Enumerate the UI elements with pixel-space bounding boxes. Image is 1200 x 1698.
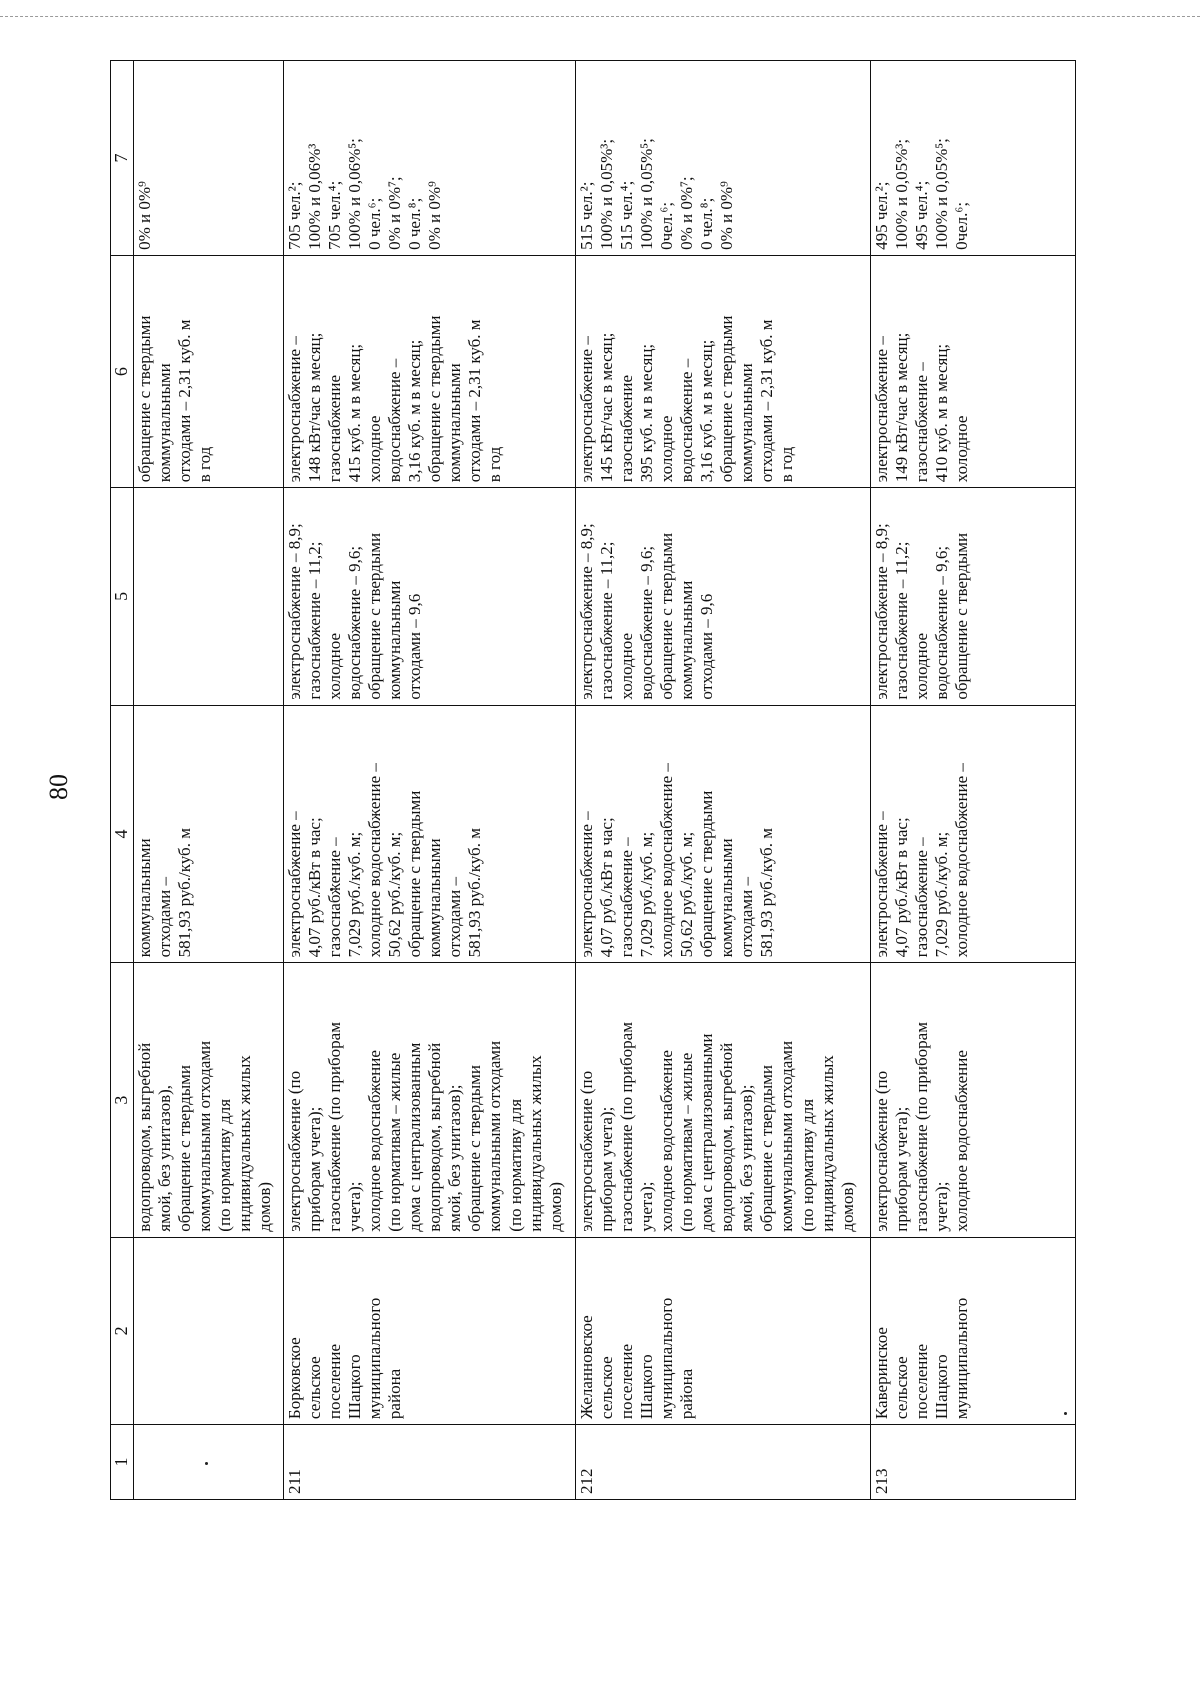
cell-line: индивидуальных жилых <box>235 1055 255 1232</box>
cell-line: приборам учета); <box>597 1106 617 1232</box>
cell-line: 100% и 0,05%³; <box>892 138 912 250</box>
cell-line: 410 куб. м в месяц; <box>932 343 952 483</box>
cell-line: 581,93 руб./куб. м <box>757 828 777 958</box>
cell-line: поселение <box>912 1343 932 1420</box>
cell-line: обращение с твердыми <box>657 532 677 700</box>
cell-line: муниципального <box>365 1297 385 1420</box>
cell-line: 100% и 0,05%⁵; <box>637 138 657 250</box>
cell-line: (по нормативу для <box>797 1098 817 1232</box>
cell-line: 495 чел.⁴; <box>912 180 932 250</box>
cell-line: Шацкого <box>637 1354 657 1420</box>
cell-line: Шацкого <box>932 1354 952 1420</box>
cell-line: Каверинское <box>872 1327 891 1420</box>
cell-line: поселение <box>325 1343 345 1420</box>
cell-line: газоснабжение – <box>912 837 932 958</box>
cell-line: 0% и 0%⁷; <box>385 176 405 250</box>
index-cell <box>284 488 576 705</box>
cell-line: холодное <box>657 415 677 483</box>
cell-line: обращение с твердыми <box>365 532 385 700</box>
cell-line: водоснабжение – 9,6; <box>932 545 952 700</box>
cell-line: 145 кВт/час в месяц; <box>597 332 617 483</box>
cell-line: коммунальными <box>135 838 154 958</box>
cell-line: 0 чел.⁸; <box>697 197 717 250</box>
tariff-cell <box>284 705 576 963</box>
cell-line: дома с централизованным <box>405 1042 425 1232</box>
table-row <box>134 61 284 1500</box>
cell-line: газоснабжение – 11,2; <box>597 541 617 700</box>
cell-line: обращение с твердыми <box>697 790 717 958</box>
cell-line: 705 чел.⁴; <box>325 180 345 250</box>
population-cell <box>284 61 576 256</box>
cell-line: отходами – 9,6 <box>697 593 717 700</box>
cell-line: ямой, без унитазов), <box>155 1084 175 1232</box>
cell-line: электроснабжение – <box>577 811 596 958</box>
cell-line: отходами – <box>155 877 175 958</box>
cell-line: газоснабжение <box>325 374 345 483</box>
cell-line: 581,93 руб./куб. м <box>465 828 485 958</box>
cell-line: 100% и 0,05%³; <box>597 138 617 250</box>
cell-line: индивидуальных жилых <box>817 1055 837 1232</box>
cell-line: 4,07 руб./кВт в час; <box>597 817 617 958</box>
cell-line: 415 куб. м в месяц; <box>345 343 365 483</box>
cell-line: сельское <box>597 1356 617 1420</box>
cell-line: электроснабжение – <box>577 336 596 483</box>
index-cell <box>871 488 1076 705</box>
cell-line: 395 куб. м в месяц; <box>637 343 657 483</box>
cell-line: обращение с твердыми <box>425 315 445 483</box>
cell-line: холодное <box>365 415 385 483</box>
header-row <box>111 61 134 1500</box>
settlement-name-cell <box>871 1237 1076 1424</box>
cell-line: водоснабжение – 9,6; <box>345 545 365 700</box>
cell-line: электроснабжение – <box>285 811 304 958</box>
table-row <box>576 61 871 1500</box>
cell-line: водоснабжение – <box>677 358 697 483</box>
cell-line: 0% и 0%⁹ <box>425 181 445 250</box>
cell-line: коммунальными отходами <box>485 1040 505 1232</box>
cell-line: отходами – 2,31 куб. м <box>757 319 777 483</box>
consumption-cell <box>871 255 1076 487</box>
table-row <box>871 61 1076 1500</box>
cell-line: 3,16 куб. м в месяц; <box>405 339 425 483</box>
services-cell <box>576 963 871 1237</box>
cell-line: коммунальными отходами <box>195 1040 215 1232</box>
population-cell <box>871 61 1076 256</box>
cell-line: 0чел.⁶; <box>952 201 972 250</box>
tariff-cell <box>576 705 871 963</box>
cell-line: 4,07 руб./кВт в час; <box>892 817 912 958</box>
cell-line: электроснабжение (по <box>285 1070 304 1232</box>
settlement-name-cell <box>284 1237 576 1424</box>
cell-line: муниципального <box>952 1297 972 1420</box>
cell-line: холодное водоснабжение <box>365 1050 385 1232</box>
cell-line: холодное водоснабжение – <box>365 763 385 958</box>
cell-line: 0 чел.⁶; <box>365 197 385 250</box>
cell-line: 7,029 руб./куб. м; <box>932 831 952 958</box>
cell-line: газоснабжение (по приборам <box>617 1022 637 1232</box>
cell-line: газоснабжение – <box>912 362 932 483</box>
cell-line: сельское <box>892 1356 912 1420</box>
cell-line: коммунальными <box>445 363 465 483</box>
consumption-cell <box>284 255 576 487</box>
cell-line: холодное <box>912 632 932 700</box>
cell-line: электроснабжение – <box>285 336 304 483</box>
cell-line: отходами – 9,6 <box>405 593 425 700</box>
population-cell <box>576 61 871 256</box>
header-cell-7: 7 <box>111 61 134 256</box>
cell-line: коммунальными <box>385 580 405 700</box>
cell-line: обращение с твердыми <box>465 1064 485 1232</box>
cell-line: холодное водоснабжение – <box>657 763 677 958</box>
header-cell-1: 1 <box>111 1425 134 1500</box>
cell-line: газоснабжение (по приборам <box>325 1022 345 1232</box>
tariff-table <box>110 60 1076 1500</box>
header-cell-3: 3 <box>111 963 134 1237</box>
cell-line: электроснабжение – 8,9; <box>577 523 596 700</box>
cell-line: домов) <box>545 1181 565 1232</box>
cell-line: Борковское <box>285 1337 304 1420</box>
cell-line: холодное водоснабжение <box>952 1050 972 1232</box>
cell-line: электроснабжение (по <box>872 1070 891 1232</box>
row-number-cell: 212 <box>576 1425 871 1500</box>
cell-line: 50,62 руб./куб. м; <box>677 831 697 958</box>
index-cell <box>134 488 284 705</box>
cell-line: 0% и 0%⁹ <box>717 181 737 250</box>
cell-line: приборам учета); <box>892 1106 912 1232</box>
cell-line: отходами – <box>737 877 757 958</box>
cell-line: 0% и 0%⁷; <box>677 176 697 250</box>
cell-line: отходами – <box>445 877 465 958</box>
cell-line: холодное <box>617 632 637 700</box>
cell-line: ямой, без унитазов); <box>445 1084 465 1232</box>
cell-line: 0чел.⁶; <box>657 201 677 250</box>
cell-line: 4,07 руб./кВт в час; <box>305 817 325 958</box>
cell-line: муниципального <box>657 1297 677 1420</box>
cell-line: учета); <box>637 1181 657 1232</box>
settlement-name-cell <box>134 1237 284 1424</box>
header-cell-6: 6 <box>111 255 134 487</box>
cell-line: 7,029 руб./куб. м; <box>345 831 365 958</box>
cell-line: водоснабжение – <box>385 358 405 483</box>
cell-line: (по нормативу для <box>215 1098 235 1232</box>
cell-line: коммунальными <box>677 580 697 700</box>
cell-line: газоснабжение – 11,2; <box>892 541 912 700</box>
header-cell-5: 5 <box>111 488 134 705</box>
cell-line: учета); <box>932 1181 952 1232</box>
cell-line: обращение с твердыми <box>952 532 972 700</box>
cell-line: 581,93 руб./куб. м <box>175 828 195 958</box>
cell-line: холодное <box>952 415 972 483</box>
cell-line: коммунальными <box>425 838 445 958</box>
cell-line: 0 чел.⁸; <box>405 197 425 250</box>
cell-line: холодное <box>325 632 345 700</box>
cell-line: 705 чел.²; <box>285 181 304 250</box>
cell-line: обращение с твердыми <box>135 315 154 483</box>
consumption-cell <box>576 255 871 487</box>
tariff-cell <box>871 705 1076 963</box>
cell-line: электроснабжение – 8,9; <box>872 523 891 700</box>
row-number-cell: 213 <box>871 1425 1076 1500</box>
cell-line: коммунальными <box>717 838 737 958</box>
cell-line: водоснабжение – 9,6; <box>637 545 657 700</box>
cell-line: 3,16 куб. м в месяц; <box>697 339 717 483</box>
consumption-cell <box>134 255 284 487</box>
cell-line: района <box>385 1368 405 1420</box>
cell-line: 148 кВт/час в месяц; <box>305 332 325 483</box>
index-cell <box>576 488 871 705</box>
cell-line: дома с централизованными <box>697 1033 717 1232</box>
cell-line: водопроводом, выгребной <box>717 1042 737 1232</box>
cell-line: 495 чел.²; <box>872 181 891 250</box>
cell-line: 100% и 0,05%⁵; <box>932 138 952 250</box>
cell-line: обращение с твердыми <box>717 315 737 483</box>
cell-line: (по нормативам – жилые <box>385 1052 405 1232</box>
cell-line: газоснабжение (по приборам <box>912 1022 932 1232</box>
cell-line: газоснабжение <box>617 374 637 483</box>
table-row <box>284 61 576 1500</box>
cell-line: коммунальными отходами <box>777 1040 797 1232</box>
tariff-cell <box>134 705 284 963</box>
cell-line: (по нормативу для <box>505 1098 525 1232</box>
cell-line: в год <box>195 446 215 483</box>
cell-line: Желанновское <box>577 1315 596 1420</box>
cell-line: коммунальными <box>737 363 757 483</box>
rotated-table-container <box>110 60 1075 1500</box>
scan-edge-line <box>0 16 1200 17</box>
cell-line: отходами – 2,31 куб. м <box>465 319 485 483</box>
cell-line: электроснабжение – <box>872 811 891 958</box>
cell-line: коммунальными <box>155 363 175 483</box>
cell-line: приборам учета); <box>305 1106 325 1232</box>
cell-line: водопроводом, выгребной <box>425 1042 445 1232</box>
cell-line: отходами – 2,31 куб. м <box>175 319 195 483</box>
cell-line: газоснабжение – <box>617 837 637 958</box>
cell-line: 50,62 руб./куб. м; <box>385 831 405 958</box>
header-cell-2: 2 <box>111 1237 134 1424</box>
row-number-cell <box>134 1425 284 1500</box>
services-cell <box>284 963 576 1237</box>
services-cell <box>871 963 1076 1237</box>
page-number: 80 <box>44 774 73 800</box>
cell-line: обращение с твердыми <box>405 790 425 958</box>
row-number-cell: 211 <box>284 1425 576 1500</box>
cell-line: индивидуальных жилых <box>525 1055 545 1232</box>
cell-line: 515 чел.²; <box>577 181 596 250</box>
cell-line: водопроводом, выгребной <box>135 1042 154 1232</box>
cell-line: обращение с твердыми <box>175 1064 195 1232</box>
cell-line: холодное водоснабжение – <box>952 763 972 958</box>
population-cell <box>134 61 284 256</box>
cell-line: Шацкого <box>345 1354 365 1420</box>
cell-line: электроснабжение (по <box>577 1070 596 1232</box>
cell-line: поселение <box>617 1343 637 1420</box>
cell-line: 0% и 0%⁹ <box>135 181 154 250</box>
cell-line: в год <box>485 446 505 483</box>
cell-line: 7,029 руб./куб. м; <box>637 831 657 958</box>
cell-line: 100% и 0,06%⁵; <box>345 138 365 250</box>
cell-line: учета); <box>345 1181 365 1232</box>
header-cell-4: 4 <box>111 705 134 963</box>
cell-line: ямой, без унитазов); <box>737 1084 757 1232</box>
cell-line: домов) <box>255 1181 275 1232</box>
cell-line: 149 кВт/час в месяц; <box>892 332 912 483</box>
cell-line: района <box>677 1368 697 1420</box>
cell-line: обращение с твердыми <box>757 1064 777 1232</box>
cell-line: 515 чел.⁴; <box>617 180 637 250</box>
cell-line: газоснабжение – 11,2; <box>305 541 325 700</box>
cell-line: электроснабжение – 8,9; <box>285 523 304 700</box>
cell-line: сельское <box>305 1356 325 1420</box>
settlement-name-cell <box>576 1237 871 1424</box>
services-cell <box>134 963 284 1237</box>
cell-line: электроснабжение – <box>872 336 891 483</box>
cell-line: 100% и 0,06%³ <box>305 143 325 250</box>
cell-line: (по нормативам – жилые <box>677 1052 697 1232</box>
cell-line: холодное водоснабжение <box>657 1050 677 1232</box>
cell-line: газоснабжение – <box>325 837 345 958</box>
cell-line: в год <box>777 446 797 483</box>
cell-line: домов) <box>837 1181 857 1232</box>
